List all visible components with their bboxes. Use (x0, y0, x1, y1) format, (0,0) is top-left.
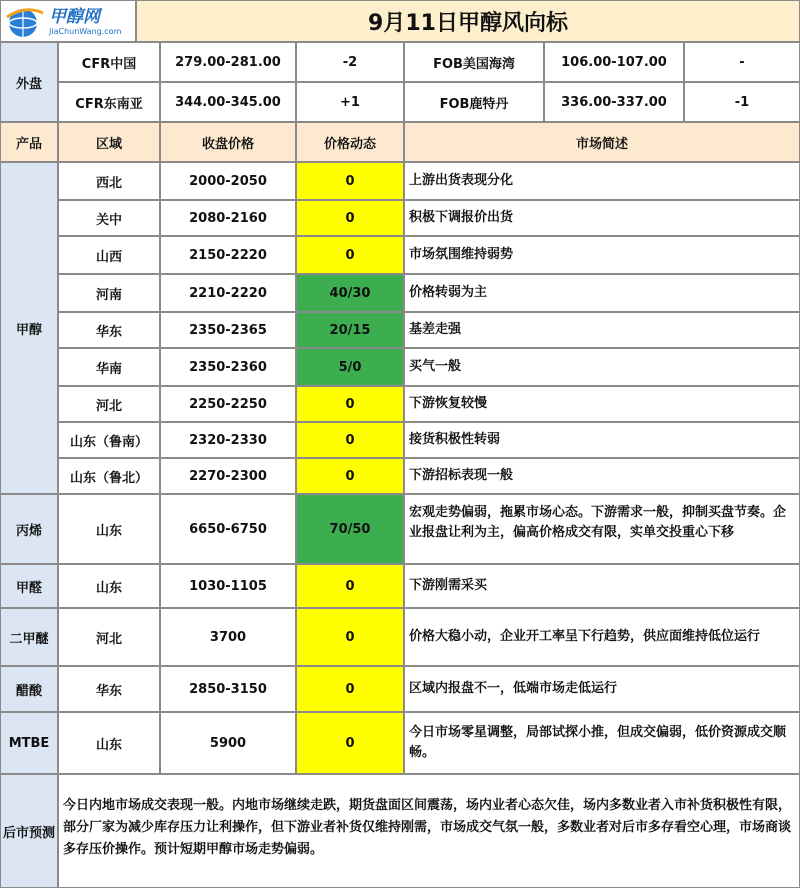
region-cell: 山西 (58, 236, 160, 274)
product-acetic-acid: 醋酸 (0, 666, 58, 712)
report-title: 9月11日甲醇风向标 (136, 0, 800, 42)
product-formaldehyde: 甲醛 (0, 564, 58, 608)
region-cell: 河北 (58, 386, 160, 422)
ext-left-change: -2 (296, 42, 404, 82)
header-region: 区域 (58, 122, 160, 162)
forecast-text: 今日内地市场成交表现一般。内地市场继续走跌，期货盘面区间震荡，场内业者心态欠佳，场内多数业者入市补货积极性有限，部分厂家为减少库存压力让利操作，但下游业者补货仅维持刚需，市场成交气氛一般，多数业者对后市多存看空心理，市场商谈多存压价操作。预计短期甲醇市场走势偏弱。 (58, 774, 800, 888)
ext-right-price: 106.00-107.00 (544, 42, 684, 82)
product-dme: 二甲醚 (0, 608, 58, 666)
globe-logo-icon (5, 3, 45, 39)
logo-name: 甲醇网 (49, 6, 100, 27)
change-cell: 0 (296, 200, 404, 236)
price-cell: 5900 (160, 712, 296, 774)
change-cell: 5/0 (296, 348, 404, 386)
price-cell: 2270-2300 (160, 458, 296, 494)
ext-right-price: 336.00-337.00 (544, 82, 684, 122)
summary-cell: 买气一般 (404, 348, 800, 386)
price-cell: 2150-2220 (160, 236, 296, 274)
ext-right-name: FOB美国海湾 (404, 42, 544, 82)
logo (0, 0, 136, 42)
change-cell: 0 (296, 666, 404, 712)
price-cell: 2250-2250 (160, 386, 296, 422)
price-cell: 2210-2220 (160, 274, 296, 312)
product-methanol: 甲醇 (0, 162, 58, 494)
summary-cell: 积极下调报价出货 (404, 200, 800, 236)
ext-left-name: CFR东南亚 (58, 82, 160, 122)
change-cell: 0 (296, 564, 404, 608)
price-cell: 1030-1105 (160, 564, 296, 608)
change-cell: 40/30 (296, 274, 404, 312)
ext-right-name: FOB鹿特丹 (404, 82, 544, 122)
price-cell: 2850-3150 (160, 666, 296, 712)
region-cell: 华南 (58, 348, 160, 386)
price-cell: 2350-2360 (160, 348, 296, 386)
change-cell: 0 (296, 422, 404, 458)
region-cell: 华东 (58, 312, 160, 348)
summary-cell: 接货积极性转弱 (404, 422, 800, 458)
ext-left-name: CFR中国 (58, 42, 160, 82)
price-cell: 3700 (160, 608, 296, 666)
change-cell: 0 (296, 608, 404, 666)
region-cell: 华东 (58, 666, 160, 712)
region-cell: 山东 (58, 712, 160, 774)
summary-cell: 下游招标表现一般 (404, 458, 800, 494)
summary-cell: 基差走强 (404, 312, 800, 348)
region-cell: 关中 (58, 200, 160, 236)
ext-right-change: - (684, 42, 800, 82)
summary-cell: 下游刚需采买 (404, 564, 800, 608)
header-product: 产品 (0, 122, 58, 162)
header-close-price: 收盘价格 (160, 122, 296, 162)
change-cell: 0 (296, 712, 404, 774)
ext-left-price: 344.00-345.00 (160, 82, 296, 122)
price-cell: 2080-2160 (160, 200, 296, 236)
summary-cell: 价格转弱为主 (404, 274, 800, 312)
change-cell: 0 (296, 236, 404, 274)
ext-left-change: +1 (296, 82, 404, 122)
header-summary: 市场简述 (404, 122, 800, 162)
region-cell: 河北 (58, 608, 160, 666)
region-cell: 西北 (58, 162, 160, 200)
region-cell: 河南 (58, 274, 160, 312)
summary-cell: 宏观走势偏弱，拖累市场心态。下游需求一般，抑制买盘节奏。企业报盘让利为主，偏高价格成交有限，实单交投重心下移 (404, 494, 800, 564)
product-mtbe: MTBE (0, 712, 58, 774)
header-price-change: 价格动态 (296, 122, 404, 162)
logo-domain: JiaChunWang.com (49, 26, 122, 36)
summary-cell: 市场氛围维持弱势 (404, 236, 800, 274)
change-cell: 0 (296, 162, 404, 200)
region-cell: 山东 (58, 494, 160, 564)
summary-cell: 区域内报盘不一，低端市场走低运行 (404, 666, 800, 712)
region-cell: 山东（鲁南） (58, 422, 160, 458)
product-propylene: 丙烯 (0, 494, 58, 564)
price-cell: 2000-2050 (160, 162, 296, 200)
ext-left-price: 279.00-281.00 (160, 42, 296, 82)
change-cell: 70/50 (296, 494, 404, 564)
summary-cell: 上游出货表现分化 (404, 162, 800, 200)
forecast-label: 后市预测 (0, 774, 58, 888)
region-cell: 山东 (58, 564, 160, 608)
summary-cell: 今日市场零星调整，局部试探小推，但成交偏弱，低价资源成交顺畅。 (404, 712, 800, 774)
summary-cell: 价格大稳小动，企业开工率呈下行趋势，供应面维持低位运行 (404, 608, 800, 666)
price-cell: 2320-2330 (160, 422, 296, 458)
change-cell: 0 (296, 458, 404, 494)
change-cell: 20/15 (296, 312, 404, 348)
price-cell: 6650-6750 (160, 494, 296, 564)
ext-right-change: -1 (684, 82, 800, 122)
change-cell: 0 (296, 386, 404, 422)
price-cell: 2350-2365 (160, 312, 296, 348)
region-cell: 山东（鲁北） (58, 458, 160, 494)
summary-cell: 下游恢复较慢 (404, 386, 800, 422)
external-market-label: 外盘 (0, 42, 58, 122)
